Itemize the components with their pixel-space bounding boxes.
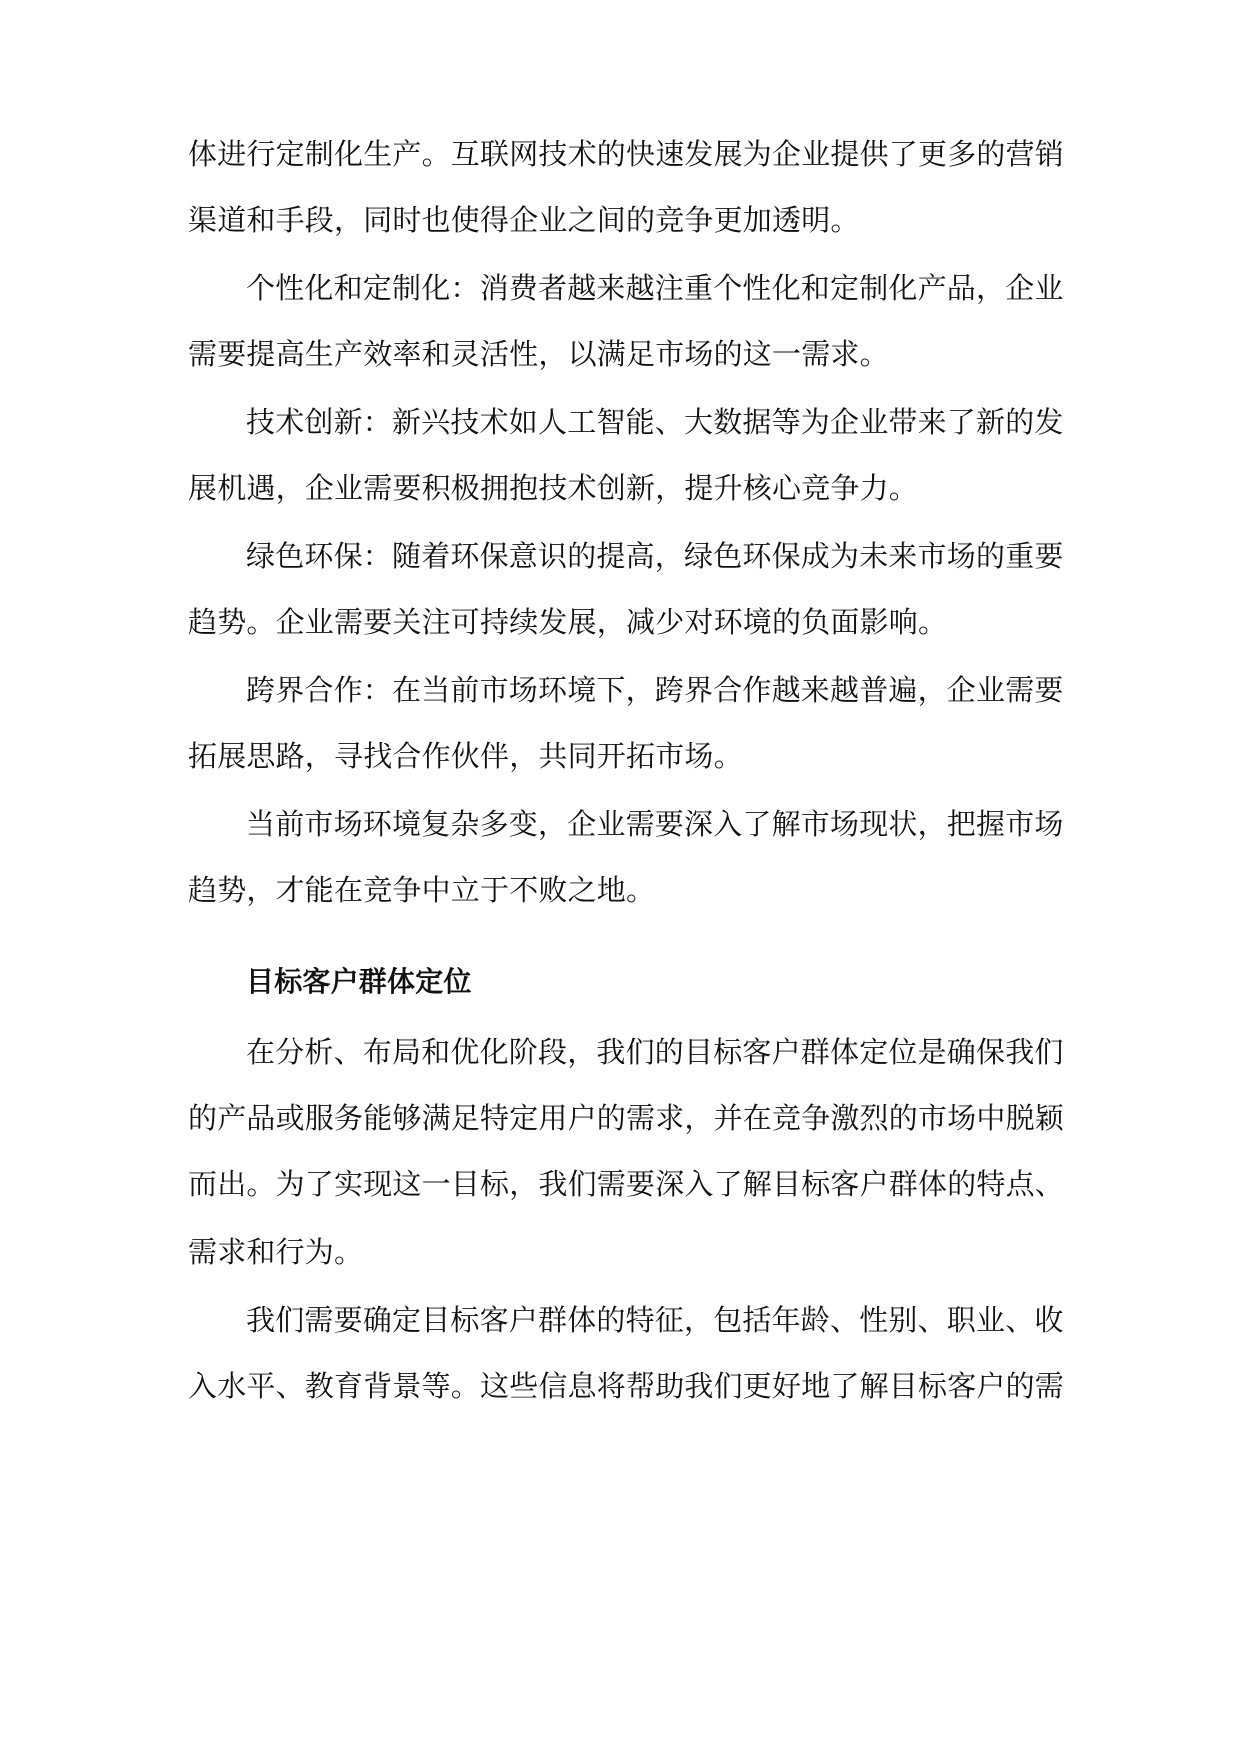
paragraph-line: 趋势，才能在竞争中立于不败之地。 bbox=[188, 873, 656, 907]
section-heading: 目标客户群体定位 bbox=[246, 965, 472, 998]
paragraph-line: 的产品或服务能够满足特定用户的需求，并在竞争激烈的市场中脱颖 bbox=[188, 1101, 1065, 1135]
paragraph-line: 我们需要确定目标客户群体的特征，包括年龄、性别、职业、收 bbox=[246, 1303, 1064, 1337]
paragraph-line: 技术创新：新兴技术如人工智能、大数据等为企业带来了新的发 bbox=[246, 405, 1064, 439]
paragraph-line: 入水平、教育背景等。这些信息将帮助我们更好地了解目标客户的需 bbox=[188, 1369, 1065, 1403]
paragraph-line: 趋势。企业需要关注可持续发展，减少对环境的负面影响。 bbox=[188, 605, 948, 639]
paragraph-line: 渠道和手段，同时也使得企业之间的竞争更加透明。 bbox=[188, 203, 860, 237]
paragraph-line: 而出。为了实现这一目标，我们需要深入了解目标客户群体的特点、 bbox=[188, 1167, 1065, 1201]
paragraph-line: 个性化和定制化：消费者越来越注重个性化和定制化产品，企业 bbox=[246, 271, 1064, 305]
paragraph-line: 在分析、布局和优化阶段，我们的目标客户群体定位是确保我们 bbox=[246, 1035, 1064, 1069]
paragraph-line: 需求和行为。 bbox=[188, 1235, 364, 1269]
paragraph-line: 当前市场环境复杂多变，企业需要深入了解市场现状，把握市场 bbox=[246, 807, 1064, 841]
paragraph-line: 展机遇，企业需要积极拥抱技术创新，提升核心竞争力。 bbox=[188, 471, 919, 505]
paragraph-line: 体进行定制化生产。互联网技术的快速发展为企业提供了更多的营销 bbox=[188, 137, 1065, 171]
paragraph-line: 需要提高生产效率和灵活性，以满足市场的这一需求。 bbox=[188, 337, 889, 371]
paragraph-line: 拓展思路，寻找合作伙伴，共同开拓市场。 bbox=[188, 739, 743, 773]
paragraph-line: 跨界合作：在当前市场环境下，跨界合作越来越普遍，企业需要 bbox=[246, 673, 1064, 707]
paragraph-line: 绿色环保：随着环保意识的提高，绿色环保成为未来市场的重要 bbox=[246, 539, 1064, 573]
